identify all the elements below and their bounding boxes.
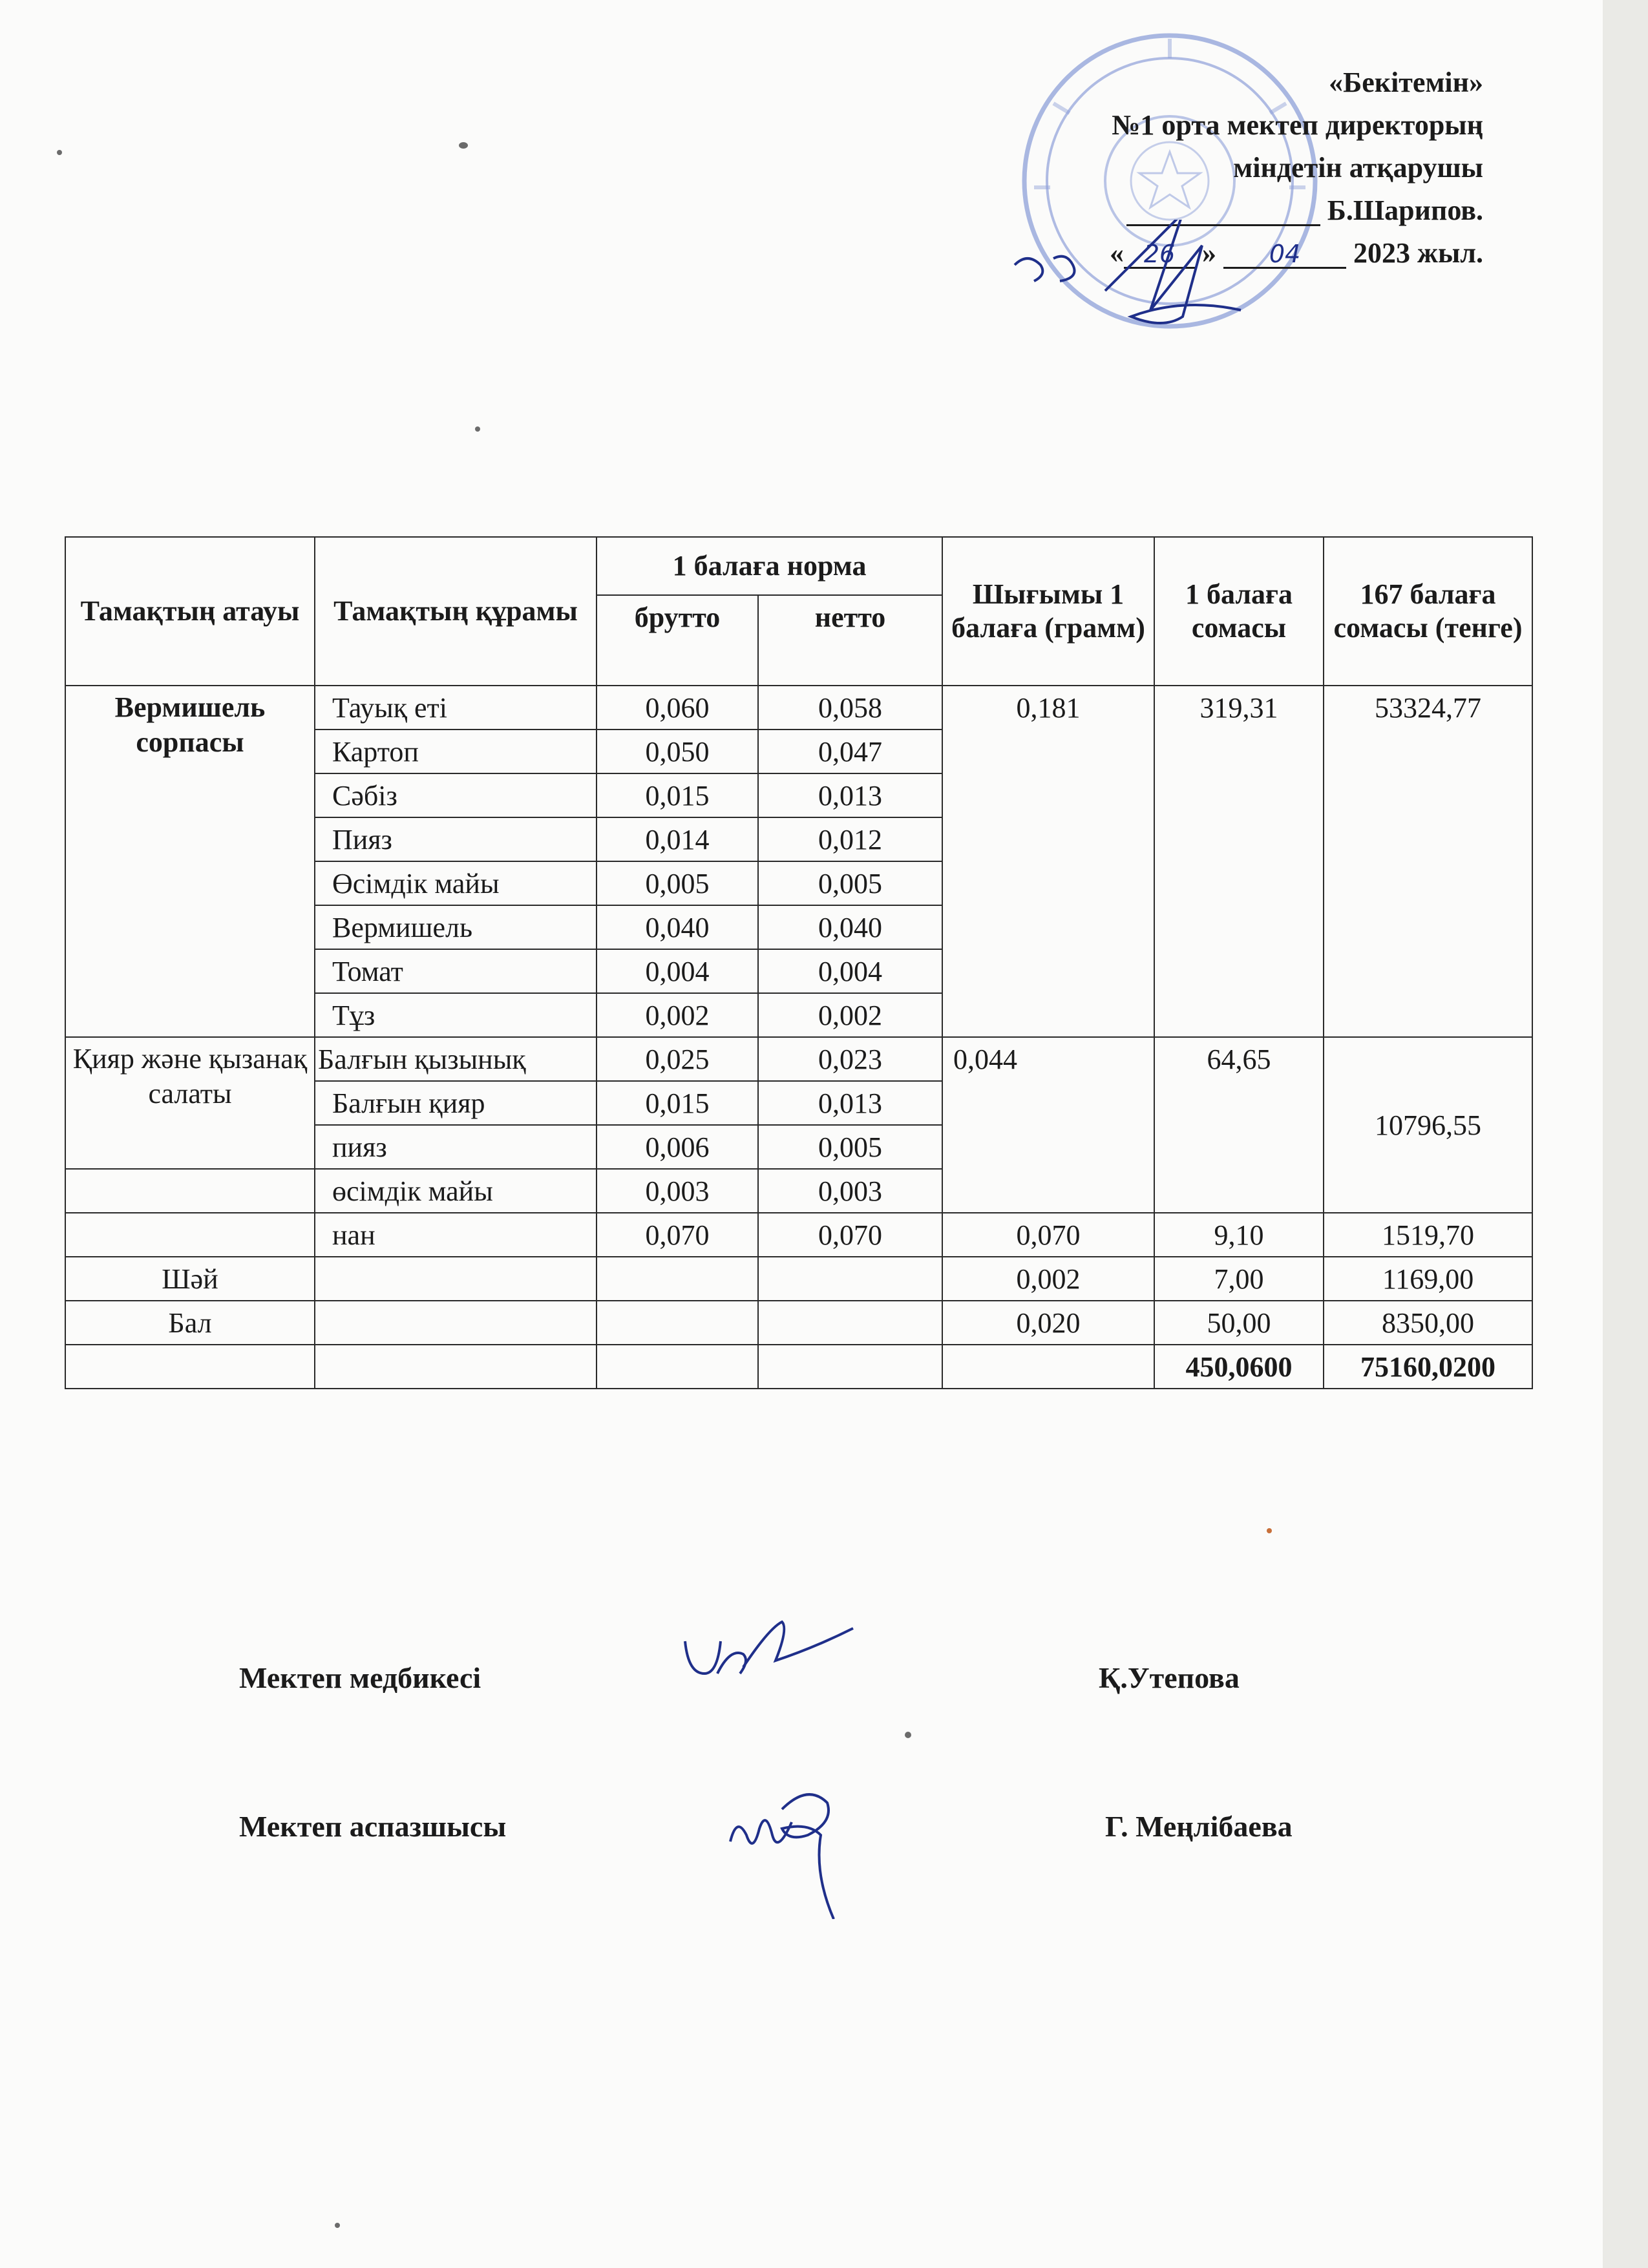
ingredient-brutto: 0,060: [597, 686, 758, 730]
director-signature-icon: [989, 220, 1293, 375]
header-netto: нетто: [758, 595, 942, 686]
date-open-quote: «: [1110, 237, 1125, 269]
ingredient-brutto: 0,006: [597, 1125, 758, 1169]
ingredient-name: нан: [315, 1213, 597, 1257]
ingredient-netto: 0,002: [758, 993, 942, 1037]
honey-cost-total: 8350,00: [1324, 1301, 1532, 1345]
empty-cell: [65, 1169, 315, 1213]
empty-cell: [942, 1345, 1154, 1389]
soup-cost-total: 53324,77: [1324, 686, 1532, 1037]
header-dish-name: Тамақтың атауы: [65, 537, 315, 686]
empty-cell: [758, 1301, 942, 1345]
table-row: [65, 1301, 1532, 1345]
scan-speck: [57, 150, 62, 155]
honey-cost-one: 50,00: [1154, 1301, 1324, 1345]
ingredient-name: өсімдік майы: [315, 1169, 597, 1213]
tea-cost-one: 7,00: [1154, 1257, 1324, 1301]
ingredient-name: Балғын қызынық: [315, 1037, 597, 1081]
approval-position-line1: №1 орта мектеп директорың: [1112, 109, 1483, 141]
header-cost-one: 1 балаға сомасы: [1154, 537, 1324, 686]
salad-output: 0,044: [942, 1037, 1154, 1213]
soup-output: 0,181: [942, 686, 1154, 1037]
scan-speck: [459, 142, 468, 149]
header-norm: 1 балаға норма: [597, 537, 942, 595]
header-composition: Тамақтың құрамы: [315, 537, 597, 686]
ingredient-brutto: 0,050: [597, 730, 758, 773]
ingredient-name: Томат: [315, 949, 597, 993]
cook-signature-icon: [717, 1783, 885, 1919]
scan-edge: [1603, 0, 1648, 2268]
total-cost-one: 450,0600: [1154, 1345, 1324, 1389]
ingredient-brutto: 0,025: [597, 1037, 758, 1081]
ingredient-netto: 0,070: [758, 1213, 942, 1257]
salad-name: Қияр және қызанақ салаты: [65, 1037, 315, 1169]
totals-row: [65, 1345, 1532, 1389]
ingredient-name: Балғын қияр: [315, 1081, 597, 1125]
cook-name: Г. Меңлібаева: [1105, 1810, 1293, 1843]
scan-speck: [1267, 1528, 1272, 1533]
ingredient-brutto: 0,015: [597, 773, 758, 817]
empty-cell: [597, 1257, 758, 1301]
bread-cost-total: 1519,70: [1324, 1213, 1532, 1257]
ingredient-name: Вермишель: [315, 905, 597, 949]
ingredient-netto: 0,013: [758, 1081, 942, 1125]
ingredient-netto: 0,005: [758, 1125, 942, 1169]
approval-title: «Бекітемін»: [1329, 67, 1483, 98]
empty-cell: [758, 1345, 942, 1389]
nurse-signature-icon: [672, 1615, 866, 1712]
bread-output: 0,070: [942, 1213, 1154, 1257]
ingredient-brutto: 0,040: [597, 905, 758, 949]
ingredient-name: Тауық еті: [315, 686, 597, 730]
empty-cell: [315, 1345, 597, 1389]
honey-output: 0,020: [942, 1301, 1154, 1345]
ingredient-netto: 0,004: [758, 949, 942, 993]
ingredient-name: Сәбіз: [315, 773, 597, 817]
ingredient-name: Картоп: [315, 730, 597, 773]
table-row: [65, 686, 1532, 730]
date-year: 2023 жыл.: [1353, 237, 1483, 269]
ingredient-brutto: 0,070: [597, 1213, 758, 1257]
salad-cost-total: 10796,55: [1324, 1037, 1532, 1213]
ingredient-brutto: 0,015: [597, 1081, 758, 1125]
empty-cell: [597, 1345, 758, 1389]
tea-cost-total: 1169,00: [1324, 1257, 1532, 1301]
ingredient-name: Өсімдік майы: [315, 861, 597, 905]
soup-name: Вермишель сорпасы: [65, 686, 315, 1037]
ingredient-brutto: 0,002: [597, 993, 758, 1037]
salad-cost-one: 64,65: [1154, 1037, 1324, 1213]
header-output: Шығымы 1 балаға (грамм): [942, 537, 1154, 686]
empty-cell: [315, 1301, 597, 1345]
empty-cell: [65, 1345, 315, 1389]
table-row: [65, 1213, 1532, 1257]
ingredient-brutto: 0,005: [597, 861, 758, 905]
bread-cost-one: 9,10: [1154, 1213, 1324, 1257]
ingredient-netto: 0,003: [758, 1169, 942, 1213]
scan-speck: [475, 426, 480, 432]
empty-cell: [758, 1257, 942, 1301]
empty-cell: [65, 1213, 315, 1257]
ingredient-netto: 0,005: [758, 861, 942, 905]
ingredient-name: Тұз: [315, 993, 597, 1037]
table-row: [65, 1257, 1532, 1301]
honey-name: Бал: [65, 1301, 315, 1345]
ingredient-netto: 0,040: [758, 905, 942, 949]
ingredient-brutto: 0,014: [597, 817, 758, 861]
total-cost-total: 75160,0200: [1324, 1345, 1532, 1389]
tea-output: 0,002: [942, 1257, 1154, 1301]
scan-speck: [335, 2223, 340, 2228]
ingredient-name: пияз: [315, 1125, 597, 1169]
soup-cost-one: 319,31: [1154, 686, 1324, 1037]
nurse-name: Қ.Утепова: [1099, 1661, 1240, 1694]
empty-cell: [315, 1257, 597, 1301]
ingredient-netto: 0,013: [758, 773, 942, 817]
date-close-quote: »: [1202, 237, 1217, 269]
nurse-title: Мектеп медбикесі: [239, 1661, 481, 1694]
scan-speck: [905, 1732, 911, 1738]
tea-name: Шәй: [65, 1257, 315, 1301]
header-cost-total: 167 балаға сомасы (тенге): [1324, 537, 1532, 686]
menu-table: [65, 536, 1533, 1389]
ingredient-netto: 0,058: [758, 686, 942, 730]
ingredient-name: Пияз: [315, 817, 597, 861]
ingredient-netto: 0,047: [758, 730, 942, 773]
header-brutto: брутто: [597, 595, 758, 686]
cook-title: Мектеп аспазшысы: [239, 1810, 507, 1843]
date-day: 26: [1124, 241, 1195, 269]
ingredient-netto: 0,023: [758, 1037, 942, 1081]
ingredient-brutto: 0,004: [597, 949, 758, 993]
date-month: 04: [1223, 241, 1346, 269]
table-row: [65, 1037, 1532, 1081]
ingredient-netto: 0,012: [758, 817, 942, 861]
director-name: Б.Шарипов.: [1327, 194, 1483, 226]
approval-position-line2: міндетін атқарушы: [1233, 152, 1483, 184]
ingredient-brutto: 0,003: [597, 1169, 758, 1213]
empty-cell: [597, 1301, 758, 1345]
